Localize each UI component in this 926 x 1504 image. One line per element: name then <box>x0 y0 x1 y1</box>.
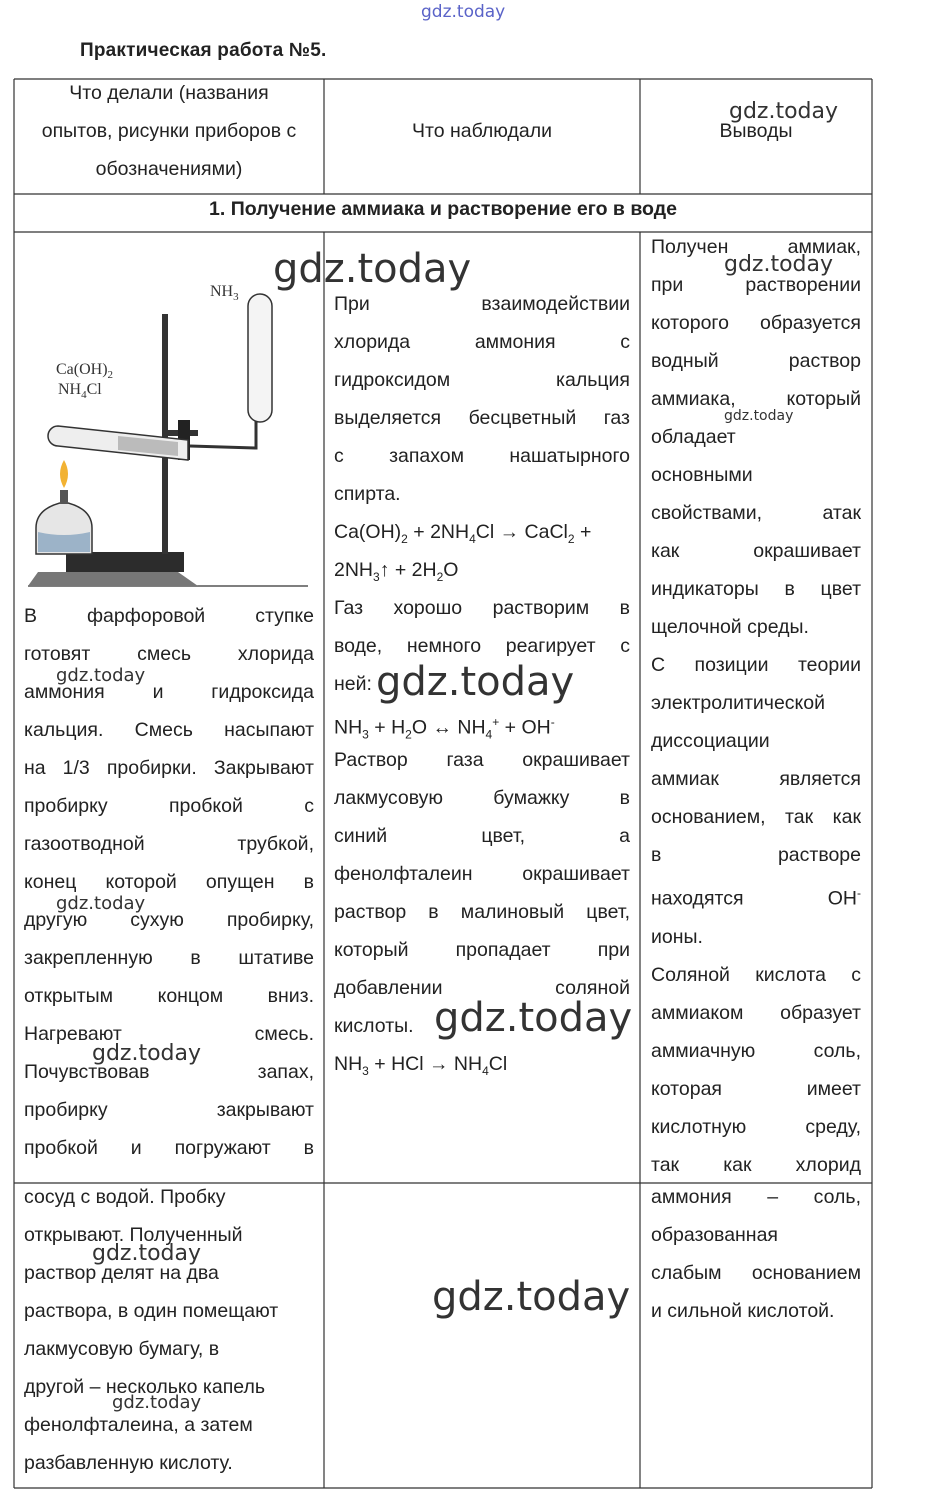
spirit-lamp-liquid <box>38 532 90 552</box>
text-line: и сильной кислотой. <box>651 1300 835 1322</box>
text-line: образованная <box>651 1224 778 1246</box>
text-line: Раствор газа окрашивает <box>334 749 630 771</box>
text-line: электролитической <box>651 692 826 714</box>
eq-sub: 3 <box>373 569 380 584</box>
text-line: который пропадает при <box>334 939 630 961</box>
text-line: С позиции теории <box>651 654 861 676</box>
label-caoh2: $Ca(OH)_2$ <box>56 361 114 381</box>
text-line: открывают. Полученный <box>24 1224 243 1246</box>
text-line: кислотную среду, <box>651 1115 861 1138</box>
text-line: гидроксидом кальция <box>334 369 630 391</box>
watermark: gdz.today <box>729 99 839 124</box>
text-line <box>651 874 861 918</box>
text-line: основанием, так как <box>651 806 861 828</box>
text-line: аммиаком образует <box>651 1001 861 1024</box>
stand-base <box>66 552 184 572</box>
text-line: на 1/3 пробирки. Закрывают <box>24 757 314 779</box>
text-line: конец которой опущен в <box>24 871 314 893</box>
text-line: Нагревают смесь. <box>24 1023 314 1045</box>
header-what-done-line: опытов, рисунки приборов с <box>41 120 297 142</box>
eq-part: Ca(OH) <box>334 521 402 543</box>
text-line: щелочной среды. <box>651 616 809 638</box>
spirit-lamp-wick <box>60 490 68 504</box>
text-line: Почувствовав запах, <box>24 1061 314 1083</box>
eq-sub: 2 <box>567 531 575 546</box>
eq-part: NH <box>334 716 363 739</box>
inverted-test-tube <box>248 294 272 422</box>
watermark: gdz.today <box>92 1041 202 1066</box>
text-line: При взаимодействии <box>334 293 630 315</box>
oh-ion-text: находятся OH <box>651 887 857 910</box>
text-line: которого образуется <box>651 312 861 334</box>
text-line: ней: <box>334 673 372 695</box>
header-what-done-line: Что делали (названия <box>69 82 269 104</box>
eq-part: NH <box>334 1053 363 1075</box>
text-line: водный раствор <box>651 350 861 372</box>
oh-charge: - <box>857 886 861 900</box>
eq-sub: 2 <box>401 531 408 546</box>
text-line: Газ хорошо растворим в <box>334 597 630 619</box>
text-line: сосуд с водой. Пробку <box>24 1186 226 1208</box>
text-line: свойствами, атак <box>651 502 861 524</box>
text-line: лакмусовую бумажку в <box>334 787 630 809</box>
text-line: синий цвет, а <box>334 825 630 847</box>
section-title: 1. Получение аммиака и растворение его в воде <box>209 198 677 220</box>
eq-sub: 2 <box>436 569 444 584</box>
watermark: gdz.today <box>56 893 146 914</box>
eq-sub: 4 <box>485 727 493 742</box>
text-line: добавлении соляной <box>334 977 630 999</box>
text-line: раствор в малиновый цвет, <box>334 901 630 923</box>
watermark: gdz.today <box>112 1392 202 1413</box>
text-line: другой – несколько капель <box>24 1376 266 1398</box>
text-line: В фарфоровой ступке <box>24 605 314 627</box>
watermark: gdz.today <box>434 995 633 1041</box>
text-line: лакмусовую бумагу, в <box>24 1338 220 1360</box>
text-line: другую сухую пробирку, <box>24 909 314 931</box>
eq-part: O <box>443 559 459 581</box>
text-line: закрепленную в штативе <box>24 947 314 969</box>
eq-part: + 2NH <box>407 521 470 543</box>
watermark: gdz.today <box>724 408 794 424</box>
text-line: индикаторы в цвет <box>651 578 861 600</box>
text-line: аммиачную соль, <box>651 1039 861 1062</box>
conclusions-text <box>651 228 861 1184</box>
text-line: разбавленную кислоту. <box>24 1452 233 1474</box>
eq-sup: + <box>492 715 500 729</box>
text-line: при растворении <box>651 274 861 296</box>
apparatus-figure <box>28 270 318 592</box>
text-line: ионы. <box>651 925 703 948</box>
header-what-done <box>14 74 324 188</box>
page-title: Практическая работа №5. <box>80 40 327 61</box>
label-nh4cl: $NH_4Cl$ <box>58 381 102 401</box>
eq-part: + HCl → NH <box>368 1053 483 1075</box>
text-line: аммония – соль, <box>651 1186 861 1208</box>
text-line: аммиака, который <box>651 388 861 410</box>
text-line: слабым основанием <box>651 1262 861 1284</box>
label-nh3: $NH_3$ <box>210 283 239 303</box>
eq-sub: 3 <box>362 727 369 742</box>
text-line: основными <box>651 464 753 486</box>
text-line: аммония и гидроксида <box>24 681 314 703</box>
gas-delivery-tube <box>190 310 256 448</box>
text-line: фенолфталеин окрашивает <box>334 863 630 885</box>
observation-text-a <box>334 285 630 513</box>
text-line: которая имеет <box>651 1077 861 1100</box>
text-line: газоотводной трубкой, <box>24 833 314 855</box>
text-line: воде, немного реагирует с <box>334 635 630 657</box>
header-conclusions: Выводы <box>719 120 793 142</box>
eq-part: + OH <box>499 716 551 739</box>
text-line: раствор делят на два <box>24 1262 219 1284</box>
eq-part: Cl <box>488 1053 508 1075</box>
text-line: пробирку пробкой с <box>24 795 314 817</box>
eq-part: O ↔ NH <box>411 716 486 739</box>
text-line: кальция. Смесь насыпают <box>24 719 314 741</box>
text-line: раствора, в один помещают <box>24 1300 279 1322</box>
watermark: gdz.today <box>92 1241 202 1266</box>
watermark: gdz.today <box>56 665 146 686</box>
procedure-text-continued <box>24 1178 314 1482</box>
text-line: открытым концом вниз. <box>24 985 314 1007</box>
conclusions-text-continued <box>651 1178 861 1330</box>
text-line: Соляной кислота с <box>651 963 861 986</box>
text-line: пробкой и погружают в <box>24 1137 314 1159</box>
eq-part: Cl → CaCl <box>475 521 568 543</box>
eq-sub: 4 <box>469 531 476 546</box>
eq-part: + H <box>368 716 406 739</box>
header-what-done-line: обозначениями) <box>95 158 243 180</box>
text-line: диссоциации <box>651 730 770 752</box>
text-line: спирта. <box>334 483 401 505</box>
equation-3 <box>334 1045 507 1090</box>
text-line: готовят смесь хлорида <box>24 643 314 665</box>
text-line: аммиак является <box>651 768 861 790</box>
text-line: Получен аммиак, <box>651 236 861 258</box>
stand-shadow <box>28 572 198 586</box>
watermark: gdz.today <box>273 246 472 292</box>
text-line: с запахом нашатырного <box>334 445 630 467</box>
flame <box>60 460 68 488</box>
eq-sub: 3 <box>362 1063 369 1078</box>
text-line: фенолфталеина, а затем <box>24 1414 253 1436</box>
eq-part: 2NH <box>334 559 374 581</box>
eq-sub: 2 <box>405 727 412 742</box>
watermark: gdz.today <box>376 659 575 705</box>
watermark: gdz.today <box>432 1274 631 1320</box>
text-line: хлорида аммония с <box>334 331 630 353</box>
text-line: кислоты. <box>334 1015 414 1037</box>
eq-sub: 4 <box>482 1063 489 1078</box>
text-line: в растворе <box>651 844 861 866</box>
text-line: так как хлорид <box>651 1153 861 1176</box>
eq-part: + <box>574 521 592 543</box>
eq-sup: - <box>550 715 555 729</box>
watermark: gdz.today <box>724 252 834 277</box>
watermark-top: gdz.today <box>421 2 506 22</box>
text-line: выделяется бесцветный газ <box>334 407 630 429</box>
header-observed: Что наблюдали <box>412 120 552 142</box>
text-line: пробирку закрывают <box>24 1099 314 1121</box>
apparatus-drawing <box>28 270 318 592</box>
text-line: обладает <box>651 426 736 448</box>
text-line: как окрашивает <box>651 540 861 562</box>
eq-part: ↑ + 2H <box>379 559 437 581</box>
